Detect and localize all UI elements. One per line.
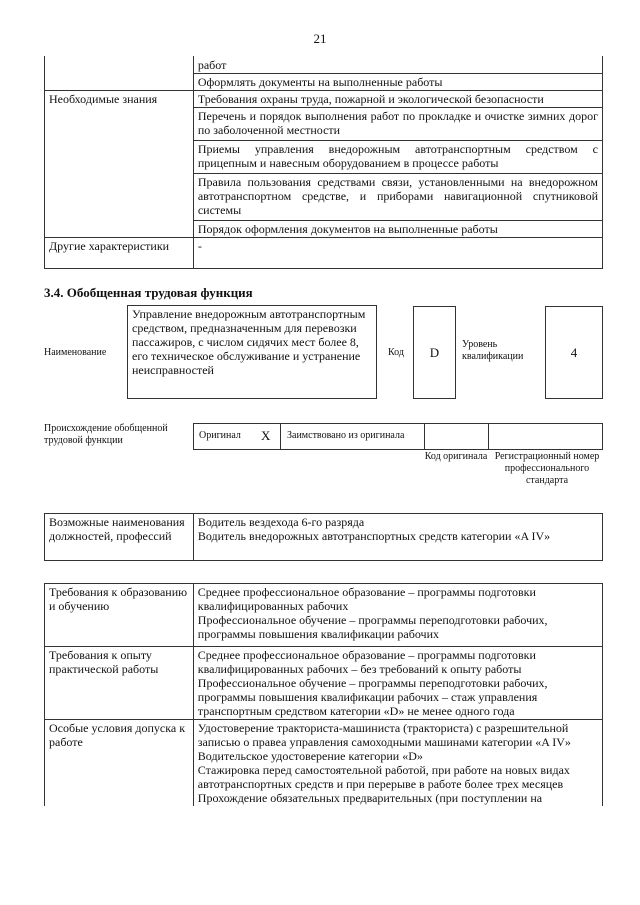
table-row (45, 514, 603, 561)
level-label: Уровень квалификации (462, 339, 524, 362)
special-conditions-label: Особые условия допуска к работе (45, 720, 194, 807)
table-cell: Приемы управления внедорожным автотранспортным средством с прицепным и навесным оборудованием в процессе работы (193, 141, 602, 174)
table-cell-empty (45, 56, 194, 91)
divider (424, 424, 425, 449)
education-values (193, 584, 602, 647)
name-value: Управление внедорожным автотранспортным средством, предназначенным для перевозки пассажиров, с числом сидячих мест более 8, его техническое обслуживание и устранение неисправностей (127, 305, 377, 399)
table-cell: Перечень и порядок выполнения работ по прокладке и очистке зимних дорог по заболоченной местности (193, 108, 602, 141)
table-cell: Правила пользования средствами связи, установленными на внедорожном автотранспортном средстве, и приборами навигационной спутниковой системы (193, 174, 602, 221)
code-value: D (413, 306, 456, 399)
origin-label: Происхождение обобщенной трудовой функции (44, 423, 168, 446)
table-row (45, 584, 603, 647)
list-item: Стажировка перед самостоятельной работой, при работе на новых видах автотранспортных средств и при перерыве в работе более трех месяцев (197, 763, 570, 791)
special-conditions-values (193, 720, 602, 807)
divider (280, 424, 281, 449)
name-label: Наименование (44, 347, 107, 358)
list-item: Среднее профессиональное образование – программы подготовки квалифицированных рабочих (197, 585, 536, 613)
education-label: Требования к образованию и обучению (45, 584, 194, 647)
positions-values (193, 514, 602, 561)
list-item: Прохождение обязательных предварительных (при поступлении на (197, 791, 543, 805)
experience-label: Требования к опыту практической работы (45, 647, 194, 720)
page-number: 21 (313, 31, 327, 46)
reg-number-caption: Регистрационный номер профессионального стандарта (494, 451, 600, 486)
divider (488, 424, 489, 449)
list-item: Водительское удостоверение категории «D» (197, 749, 423, 763)
experience-values (193, 647, 602, 720)
list-item: Удостоверение тракториста-машиниста (тракториста) с разрешительной записью о правеа управления самоходными машинами категории «A IV» (197, 721, 571, 749)
table-row (45, 647, 603, 720)
original-mark: X (261, 428, 271, 443)
list-item: Водитель внедорожных автотранспортных средств категории «A IV» (197, 529, 551, 543)
borrowed-label: Заимствовано из оригинала (287, 430, 405, 441)
table-cell: работ (193, 56, 602, 74)
original-label: Оригинал (199, 430, 241, 441)
requirements-table (44, 583, 603, 806)
list-item: Профессиональное обучение – программы переподготовки рабочих, программы повышения квалификации рабочих – стаж управления транспортным средством категории «D» не менее одного года (197, 676, 548, 718)
table-cell: Требования охраны труда, пожарной и экологической безопасности (193, 91, 602, 108)
table-row (45, 91, 603, 108)
table-cell: Оформлять документы на выполненные работы (193, 74, 602, 91)
table-row (45, 720, 603, 807)
other-characteristics-label: Другие характеристики (45, 238, 194, 269)
positions-label: Возможные наименования должностей, профессий (45, 514, 194, 561)
positions-table (44, 513, 603, 561)
list-item: Среднее профессиональное образование – программы подготовки квалифицированных рабочих – без требований к опыту работы (197, 648, 536, 676)
section-title: 3.4. Обобщенная трудовая функция (44, 285, 253, 300)
list-item: Профессиональное обучение – программы переподготовки рабочих, программы повышения квалификации рабочих (197, 613, 548, 641)
code-original-caption: Код оригинала (424, 451, 488, 462)
table-cell: Порядок оформления документов на выполненные работы (193, 221, 602, 238)
knowledge-label: Необходимые знания (45, 91, 194, 238)
list-item: Водитель вездехода 6-го разряда (197, 515, 365, 529)
knowledge-table (44, 56, 603, 269)
origin-row (193, 423, 603, 450)
level-value: 4 (545, 306, 603, 399)
table-row (45, 56, 603, 74)
code-label: Код (388, 347, 404, 358)
table-row (45, 238, 603, 269)
table-cell: - (193, 238, 602, 269)
